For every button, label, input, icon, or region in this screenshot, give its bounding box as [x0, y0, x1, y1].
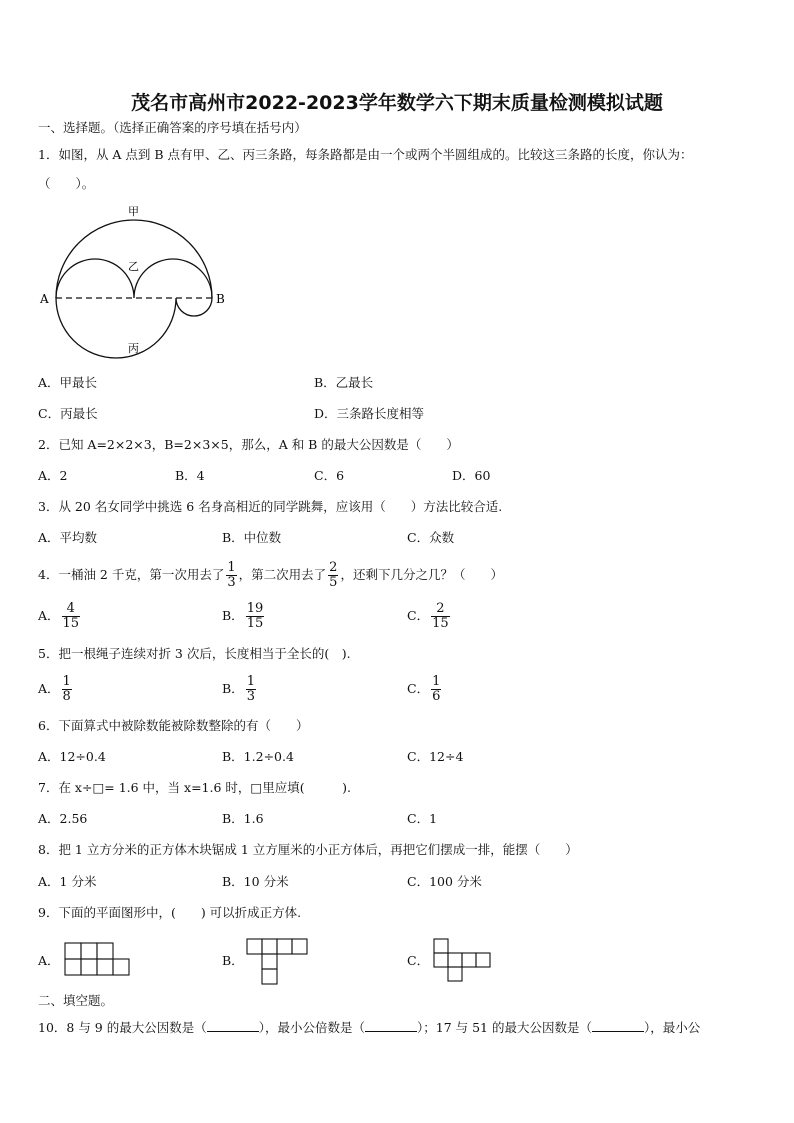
q4-a-num: 4	[62, 602, 81, 617]
q6-option-b: B．1.2÷0.4	[222, 749, 294, 764]
q4-option-b	[222, 599, 266, 633]
page-title: 茂名市高州市2022-2023学年数学六下期末质量检测模拟试题	[131, 92, 663, 114]
question-7-text: 7．在 x÷□= 1.6 中，当 x=1.6 时，□里应填( ).	[38, 780, 351, 795]
q1-option-a: A．甲最长	[38, 375, 98, 390]
q7-option-c: C．1	[407, 811, 438, 826]
q4-option-b-fraction	[246, 602, 265, 631]
q10-part-3: ）；17 与 51 的最大公因数是（	[417, 1020, 592, 1035]
q5-option-b	[222, 672, 258, 706]
q4-option-a	[38, 599, 82, 633]
q4-option-c-fraction	[431, 602, 450, 631]
label-b: B	[216, 292, 225, 306]
q5-a-den: 8	[62, 689, 71, 704]
q4-f2-num: 2	[329, 560, 338, 575]
q1-option-b: B．乙最长	[314, 375, 374, 390]
q5-option-b-label: B．	[222, 681, 244, 696]
q3-option-b: B．中位数	[222, 530, 282, 545]
label-jia: 甲	[128, 205, 139, 218]
q9-net-a	[64, 942, 134, 978]
q4-f1-den: 3	[227, 575, 236, 590]
q4-b-den: 15	[246, 616, 264, 631]
q9-option-c-label: C．	[407, 953, 430, 968]
q5-a-num: 1	[62, 674, 71, 689]
section-heading-fill: 二、填空题。	[38, 993, 114, 1008]
q8-option-a: A．1 分米	[38, 874, 97, 889]
question-5-text: 5．把一根绳子连续对折 3 次后，长度相当于全长的( ).	[38, 646, 351, 661]
q4-f2-den: 5	[329, 575, 338, 590]
label-a: A	[40, 292, 49, 306]
q3-option-a: A．平均数	[38, 530, 98, 545]
semicircle-path-figure	[36, 200, 236, 360]
q10-blank-1[interactable]	[207, 1019, 259, 1032]
q5-option-c-label: C．	[407, 681, 430, 696]
q5-b-num: 1	[246, 674, 255, 689]
q5-option-c	[407, 672, 443, 706]
q10-part-2: ），最小公倍数是（	[258, 1020, 365, 1035]
q9-net-b	[246, 938, 312, 988]
q4-fraction-2	[328, 561, 338, 590]
q7-option-a: A．2.56	[38, 811, 88, 826]
q9-net-c	[433, 938, 495, 988]
q8-option-b: B．10 分米	[222, 874, 289, 889]
q2-option-d: D．60	[452, 468, 491, 483]
q6-option-c: C．12÷4	[407, 749, 464, 764]
q5-option-b-fraction	[246, 675, 256, 704]
q4-option-a-label: A．	[38, 608, 60, 623]
label-bing: 丙	[128, 342, 139, 355]
q4-c-den: 15	[432, 616, 449, 631]
label-yi: 乙	[128, 260, 139, 273]
question-3-text: 3．从 20 名女同学中挑选 6 名身高相近的同学跳舞，应该用（ ）方法比较合适.	[38, 499, 503, 514]
q4-f1-num: 1	[227, 560, 236, 575]
q9-option-a-label: A．	[38, 953, 60, 968]
question-9-text: 9．下面的平面图形中，( ) 可以折成正方体.	[38, 905, 302, 920]
q5-option-a	[38, 672, 74, 706]
q8-option-c: C．100 分米	[407, 874, 482, 889]
question-2-text: 2．已知 A=2×2×3，B=2×3×5，那么，A 和 B 的最大公因数是（ ）	[38, 437, 459, 452]
q4-pre: 4．一桶油 2 千克，第一次用去了	[38, 567, 225, 582]
q5-c-num: 1	[432, 674, 441, 689]
q1-option-c: C．丙最长	[38, 406, 98, 421]
q5-option-c-fraction	[431, 675, 441, 704]
q5-b-den: 3	[246, 689, 255, 704]
q2-option-b: B．4	[175, 468, 205, 483]
q4-option-b-label: B．	[222, 608, 244, 623]
q4-post: ，还剩下几分之几？（ ）	[340, 567, 503, 582]
question-8-text: 8．把 1 立方分米的正方体木块锯成 1 立方厘米的小正方体后，再把它们摆成一排，能摆（ ）	[38, 842, 578, 857]
q4-c-num: 2	[431, 602, 450, 617]
q9-option-b-label: B．	[222, 953, 244, 968]
q2-option-a: A．2	[38, 468, 68, 483]
q4-option-a-fraction	[62, 602, 81, 631]
question-10-text	[38, 1019, 700, 1036]
q4-option-c-label: C．	[407, 608, 430, 623]
q4-fraction-1	[226, 561, 236, 590]
path-jia	[56, 220, 212, 298]
q7-option-b: B．1.6	[222, 811, 264, 826]
q10-blank-3[interactable]	[592, 1019, 644, 1032]
q1-option-d: D．三条路长度相等	[314, 406, 425, 421]
section-heading-choice: 一、选择题。（选择正确答案的序号填在括号内）	[38, 120, 307, 135]
question-1-bracket: （ ）。	[38, 176, 95, 191]
q4-mid: ，第二次用去了	[238, 567, 327, 582]
q10-blank-2[interactable]	[365, 1019, 417, 1032]
q10-part-1: 10．8 与 9 的最大公因数是（	[38, 1020, 207, 1035]
q4-b-num: 19	[246, 601, 264, 616]
question-1-text: 1．如图，从 A 点到 B 点有甲、乙、丙三条路，每条路都是由一个或两个半圆组成的。比较这三条路的长度，你认为：	[38, 147, 693, 162]
q5-c-den: 6	[432, 689, 441, 704]
question-6-text: 6．下面算式中被除数能被除数整除的有（ ）	[38, 718, 309, 733]
q3-option-c: C．众数	[407, 530, 455, 545]
question-4-text	[38, 558, 503, 592]
q2-option-c: C．6	[314, 468, 345, 483]
q6-option-a: A．12÷0.4	[38, 749, 106, 764]
q5-option-a-label: A．	[38, 681, 60, 696]
q4-option-c	[407, 599, 452, 633]
q4-a-den: 15	[62, 616, 80, 631]
q10-part-4: ），最小公	[643, 1020, 701, 1035]
q5-option-a-fraction	[62, 675, 72, 704]
